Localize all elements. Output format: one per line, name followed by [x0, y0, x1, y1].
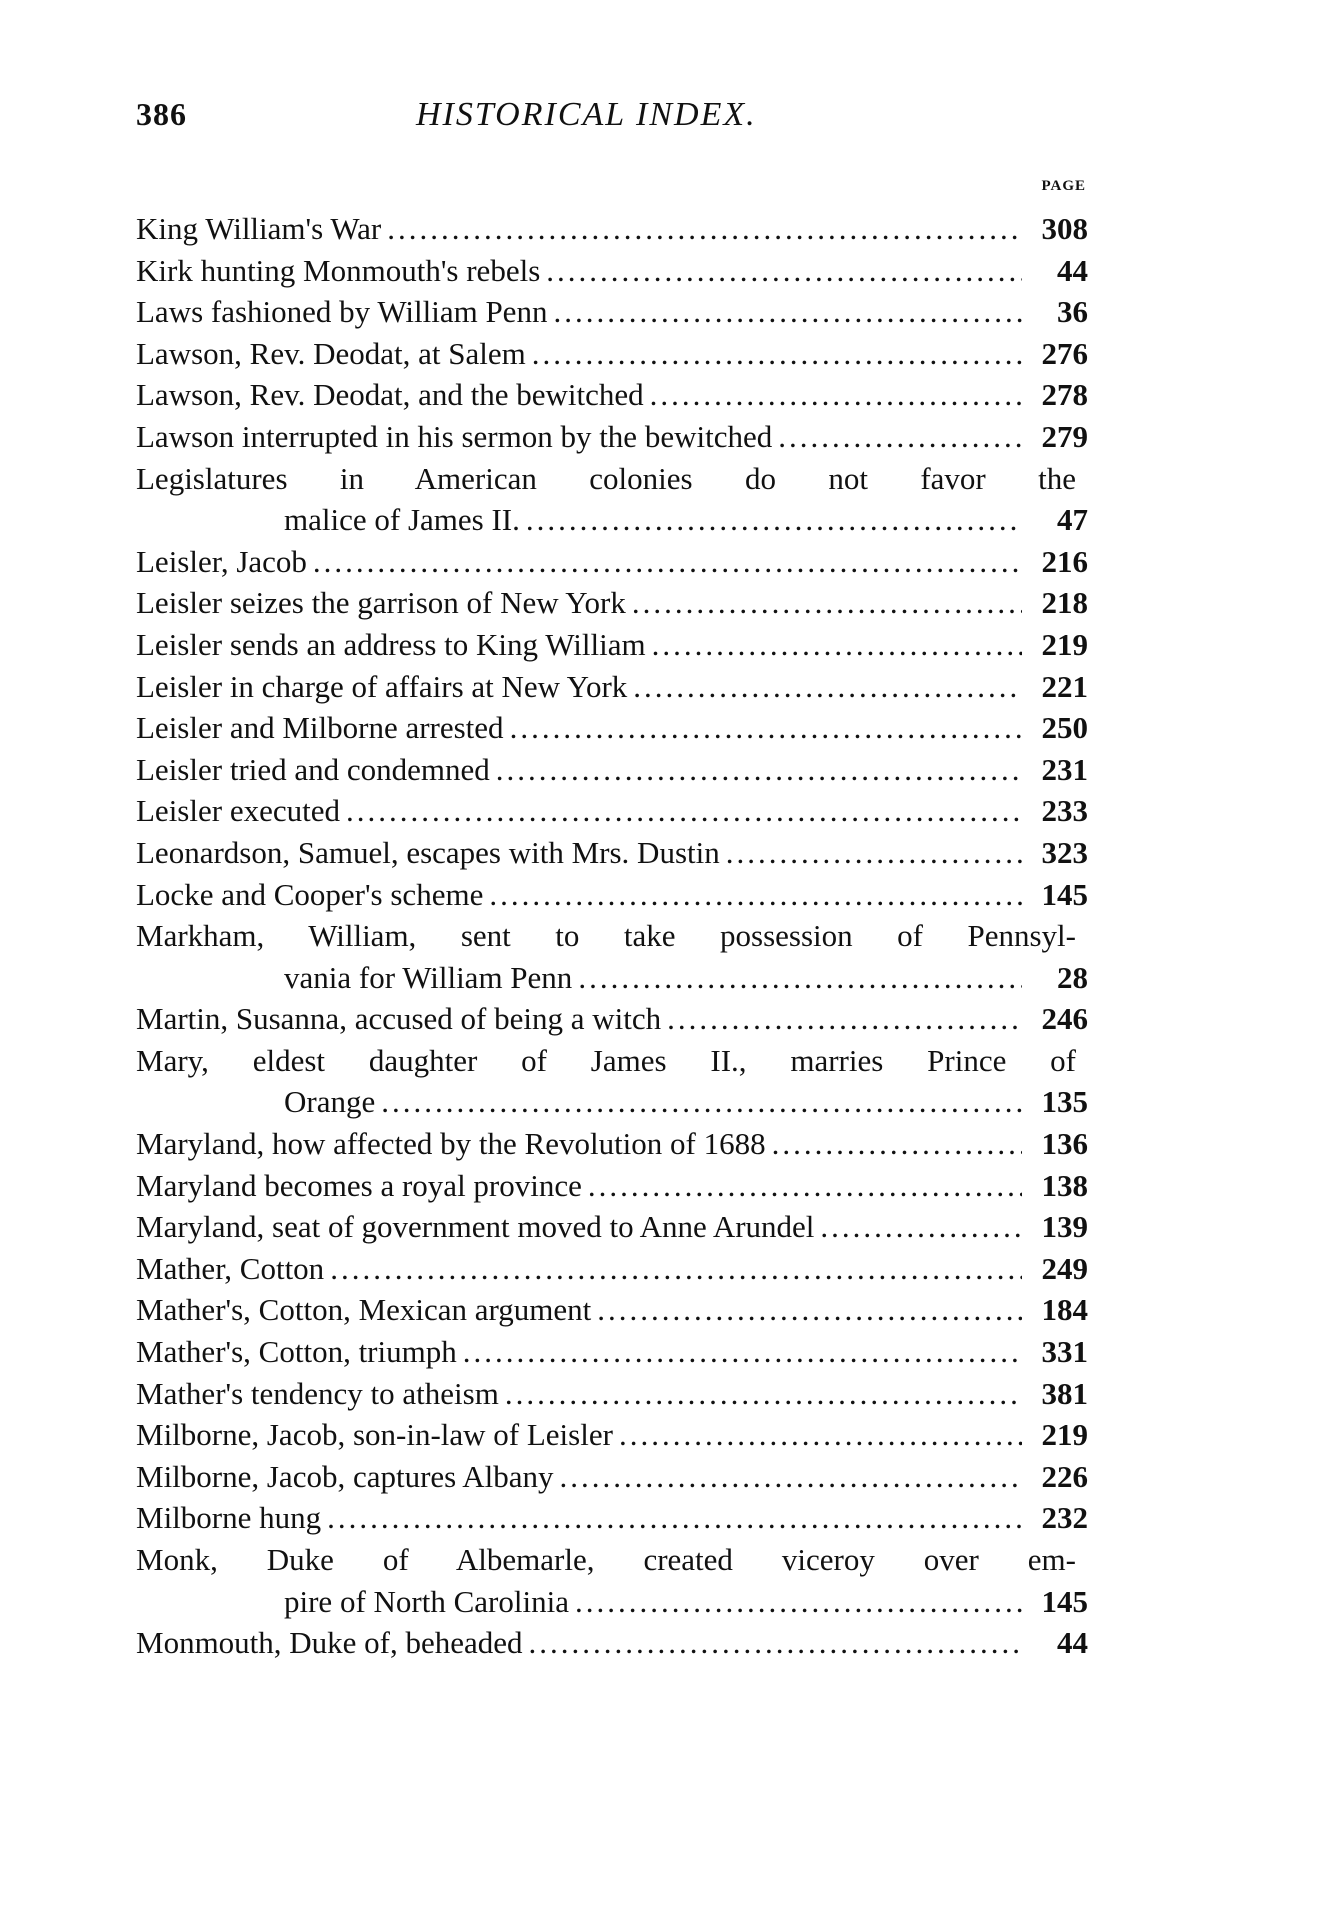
index-entry — [136, 998, 1088, 1040]
index-entry-continuation — [136, 957, 1088, 999]
index-entry-page: 250 — [1041, 710, 1088, 746]
dot-leader — [457, 1331, 1022, 1373]
index-entry — [136, 1373, 1088, 1415]
index-entry-page: 135 — [1041, 1084, 1088, 1120]
index-entry — [136, 416, 1088, 458]
index-entry-text: Milborne hung — [136, 1500, 322, 1536]
index-entry-page: 218 — [1041, 585, 1088, 621]
index-entry — [136, 582, 1088, 624]
index-entry-continuation-text: Orange — [284, 1084, 376, 1120]
index-entry — [136, 1206, 1088, 1248]
index-entry-page: 323 — [1041, 834, 1088, 870]
index-entry — [136, 541, 1088, 583]
index-entry-page: 219 — [1041, 626, 1088, 662]
index-entry-page: 36 — [1057, 294, 1088, 330]
index-entry — [136, 1040, 1088, 1082]
index-entry-continuation — [136, 499, 1088, 541]
index-entry — [136, 915, 1088, 957]
index-entry-text: Maryland, seat of government moved to Anne Arundel — [136, 1209, 815, 1245]
index-entry-text: Mather's, Cotton, Mexican argument — [136, 1292, 592, 1328]
index-entry-page: 44 — [1057, 252, 1088, 288]
dot-leader — [644, 374, 1022, 416]
index-entry — [136, 208, 1088, 250]
dot-leader — [526, 333, 1022, 375]
index-entry-page: 246 — [1041, 1001, 1088, 1037]
index-entry — [136, 333, 1088, 375]
index-entry — [136, 1123, 1088, 1165]
running-head — [136, 96, 1086, 140]
index-entry-text: Maryland becomes a royal province — [136, 1167, 582, 1203]
dot-leader — [483, 874, 1022, 916]
index-entry-page: 139 — [1041, 1209, 1088, 1245]
index-entry — [136, 666, 1088, 708]
index-entry-text: Lawson, Rev. Deodat, and the bewitched — [136, 377, 644, 413]
index-entry — [136, 250, 1088, 292]
index-entry-text: Leisler, Jacob — [136, 543, 307, 579]
dot-leader — [814, 1206, 1022, 1248]
index-entry-continuation-text: pire of North Carolinia — [284, 1583, 569, 1619]
dot-leader — [720, 832, 1022, 874]
index-entry — [136, 291, 1088, 333]
index-entry — [136, 1165, 1088, 1207]
index-entry-page: 232 — [1041, 1500, 1088, 1536]
dot-leader — [375, 1081, 1022, 1123]
dot-leader — [582, 1165, 1022, 1207]
index-entry — [136, 707, 1088, 749]
dot-leader — [572, 957, 1022, 999]
index-entry — [136, 832, 1088, 874]
index-entry — [136, 1456, 1088, 1498]
index-entry-text: Mather, Cotton — [136, 1250, 325, 1286]
index-entry-page: 276 — [1041, 335, 1088, 371]
index-entry — [136, 790, 1088, 832]
index-entry-page: 221 — [1041, 668, 1088, 704]
index-entry-text: Laws fashioned by William Penn — [136, 294, 548, 330]
dot-leader — [504, 707, 1022, 749]
index-entry-text: Monk, Duke of Albemarle, created viceroy over em- — [136, 1542, 1076, 1577]
dot-leader — [381, 208, 1022, 250]
index-entry — [136, 1289, 1088, 1331]
index-entry — [136, 458, 1088, 500]
index-entry-page: 145 — [1041, 1583, 1088, 1619]
index-entry — [136, 1622, 1088, 1664]
index-entry-text: Milborne, Jacob, captures Albany — [136, 1458, 554, 1494]
dot-leader — [627, 666, 1022, 708]
index-entry-text: Locke and Cooper's scheme — [136, 876, 484, 912]
index-entry-page: 28 — [1057, 959, 1088, 995]
index-entry — [136, 749, 1088, 791]
index-entries — [136, 208, 1088, 1664]
dot-leader — [547, 291, 1022, 333]
index-entry-page: 233 — [1041, 793, 1088, 829]
index-entry-continuation — [136, 1581, 1088, 1623]
index-entry-page: 145 — [1041, 876, 1088, 912]
index-entry-page: 136 — [1041, 1126, 1088, 1162]
index-entry-text: Maryland, how affected by the Revolution of 1688 — [136, 1126, 766, 1162]
dot-leader — [490, 749, 1022, 791]
index-entry-text: Leisler tried and condemned — [136, 751, 490, 787]
index-entry-text: King William's War — [136, 211, 382, 246]
index-entry-page: 231 — [1041, 751, 1088, 787]
index-entry-page: 138 — [1041, 1167, 1088, 1203]
dot-leader — [324, 1248, 1022, 1290]
index-entry — [136, 1414, 1088, 1456]
index-entry-text: Leisler executed — [136, 793, 340, 829]
index-entry — [136, 1497, 1088, 1539]
index-entry — [136, 874, 1088, 916]
dot-leader — [307, 541, 1022, 583]
index-entry — [136, 1248, 1088, 1290]
dot-leader — [591, 1289, 1022, 1331]
index-entry-page: 184 — [1041, 1292, 1088, 1328]
index-entry-text: Milborne, Jacob, son-in-law of Leisler — [136, 1417, 613, 1453]
dot-leader — [661, 998, 1022, 1040]
dot-leader — [613, 1414, 1022, 1456]
dot-leader — [520, 499, 1022, 541]
index-entry-page: 44 — [1057, 1625, 1088, 1661]
dot-leader — [626, 582, 1022, 624]
index-entry-page: 216 — [1041, 543, 1088, 579]
index-entry — [136, 374, 1088, 416]
index-entry-text: Monmouth, Duke of, beheaded — [136, 1625, 523, 1661]
index-entry-continuation-text: malice of James II. — [284, 502, 520, 538]
index-entry-page: 219 — [1041, 1417, 1088, 1453]
index-entry-text: Mather's tendency to atheism — [136, 1375, 499, 1411]
index-entry-page: 308 — [1041, 211, 1088, 246]
index-entry-page: 331 — [1041, 1334, 1088, 1370]
index-entry-page: 249 — [1041, 1250, 1088, 1286]
index-entry-text: Kirk hunting Monmouth's rebels — [136, 252, 541, 288]
index-entry-text: Leonardson, Samuel, escapes with Mrs. Dustin — [136, 834, 720, 870]
index-entry-text: Legislatures in American colonies do not favor the — [136, 460, 1076, 496]
index-entry-text: Leisler and Milborne arrested — [136, 710, 504, 746]
dot-leader — [540, 250, 1022, 292]
index-entry-continuation-text: vania for William Penn — [284, 959, 573, 995]
index-entry-text: Markham, William, sent to take possession of Pennsyl- — [136, 918, 1076, 954]
dot-leader — [569, 1581, 1022, 1623]
index-entry-text: Leisler in charge of affairs at New York — [136, 668, 628, 704]
dot-leader — [523, 1622, 1022, 1664]
index-entry-continuation — [136, 1081, 1088, 1123]
page-column-label: PAGE — [1041, 178, 1086, 194]
dot-leader — [340, 790, 1022, 832]
dot-leader — [321, 1497, 1022, 1539]
page-number: 386 — [136, 96, 187, 132]
index-entry-text: Lawson interrupted in his sermon by the bewitched — [136, 418, 773, 454]
dot-leader — [766, 1123, 1022, 1165]
dot-leader — [499, 1373, 1022, 1415]
dot-leader — [646, 624, 1022, 666]
index-entry-page: 279 — [1041, 418, 1088, 454]
index-entry — [136, 1539, 1088, 1581]
dot-leader — [772, 416, 1022, 458]
index-entry-text: Mather's, Cotton, triumph — [136, 1334, 457, 1370]
index-entry-page: 47 — [1057, 502, 1088, 538]
index-entry-text: Mary, eldest daughter of James II., marries Prince of — [136, 1042, 1076, 1078]
index-entry-text: Lawson, Rev. Deodat, at Salem — [136, 335, 526, 371]
index-entry-page: 278 — [1041, 377, 1088, 413]
page-title: HISTORICAL INDEX. — [416, 96, 757, 133]
index-entry-text: Leisler sends an address to King William — [136, 626, 646, 662]
dot-leader — [554, 1456, 1022, 1498]
index-entry — [136, 1331, 1088, 1373]
index-entry-text: Leisler seizes the garrison of New York — [136, 585, 626, 621]
index-entry-page: 381 — [1041, 1375, 1088, 1411]
index-entry-page: 226 — [1041, 1458, 1088, 1494]
index-entry-text: Martin, Susanna, accused of being a witch — [136, 1001, 662, 1037]
index-entry — [136, 624, 1088, 666]
